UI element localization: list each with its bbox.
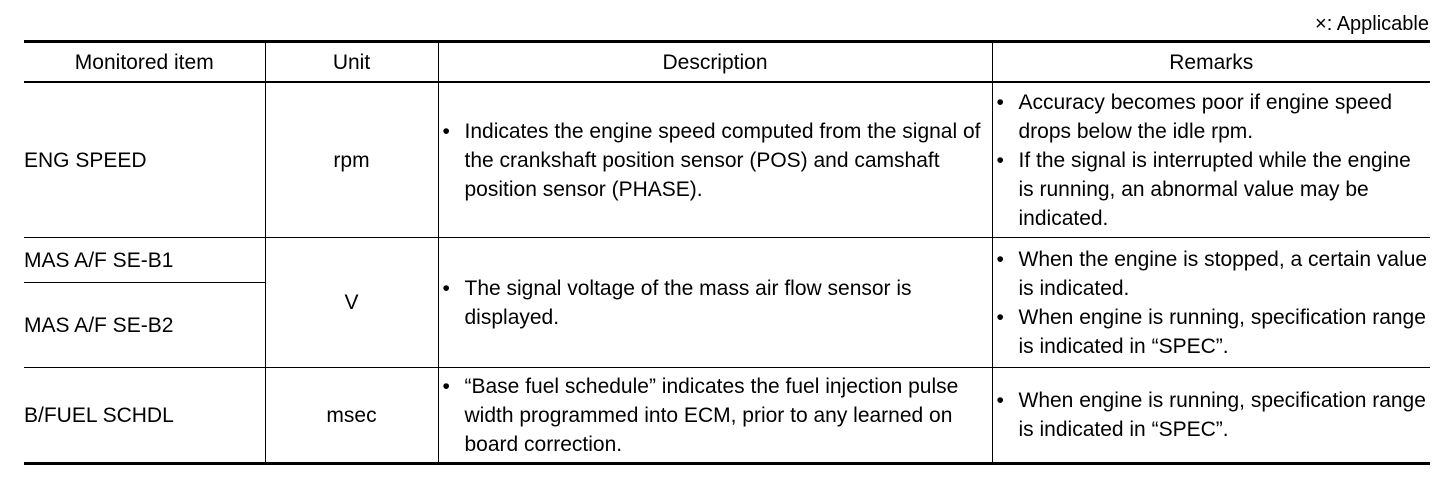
monitored-item-cell: ENG SPEED [24, 82, 265, 238]
remark-bullet: • If the signal is interrupted while the engine is running, an abnormal value may be indicated. [993, 146, 1431, 233]
header-description: Description [438, 42, 992, 83]
table-row [24, 238, 1430, 283]
remarks-cell [992, 82, 1430, 238]
header-remarks: Remarks [992, 42, 1430, 83]
remarks-cell [992, 368, 1430, 464]
remark-bullet: • Accuracy becomes poor if engine speed drops below the idle rpm. [993, 88, 1431, 146]
remark-bullet: • When engine is running, specification range is indicated in “SPEC”. [993, 386, 1431, 444]
remark-bullet: • When the engine is stopped, a certain value is indicated. [993, 245, 1431, 303]
description-cell [438, 82, 992, 238]
description-bullet: • Indicates the engine speed computed from the signal of the crankshaft position sensor (POS) and camshaft position sensor (PHASE). [439, 117, 992, 204]
remark-bullet: • When engine is running, specification range is indicated in “SPEC”. [993, 303, 1431, 361]
unit-cell: V [265, 238, 438, 368]
table-header-row [24, 42, 1430, 83]
monitored-items-table [24, 40, 1430, 465]
description-bullet: • “Base fuel schedule” indicates the fuel injection pulse width programmed into ECM, prior to any learned on board correction. [439, 372, 992, 459]
unit-cell: msec [265, 368, 438, 464]
description-bullet: • The signal voltage of the mass air flow sensor is displayed. [439, 274, 992, 332]
description-cell [438, 368, 992, 464]
monitored-item-cell: MAS A/F SE-B1 [24, 238, 265, 283]
table-row [24, 82, 1430, 238]
header-monitored-item: Monitored item [24, 42, 265, 83]
applicable-legend: ×: Applicable [1315, 13, 1429, 35]
description-cell [438, 238, 992, 368]
header-unit: Unit [265, 42, 438, 83]
table-row [24, 368, 1430, 464]
monitored-item-cell: MAS A/F SE-B2 [24, 283, 265, 368]
remarks-cell [992, 238, 1430, 368]
monitored-item-cell: B/FUEL SCHDL [24, 368, 265, 464]
unit-cell: rpm [265, 82, 438, 238]
